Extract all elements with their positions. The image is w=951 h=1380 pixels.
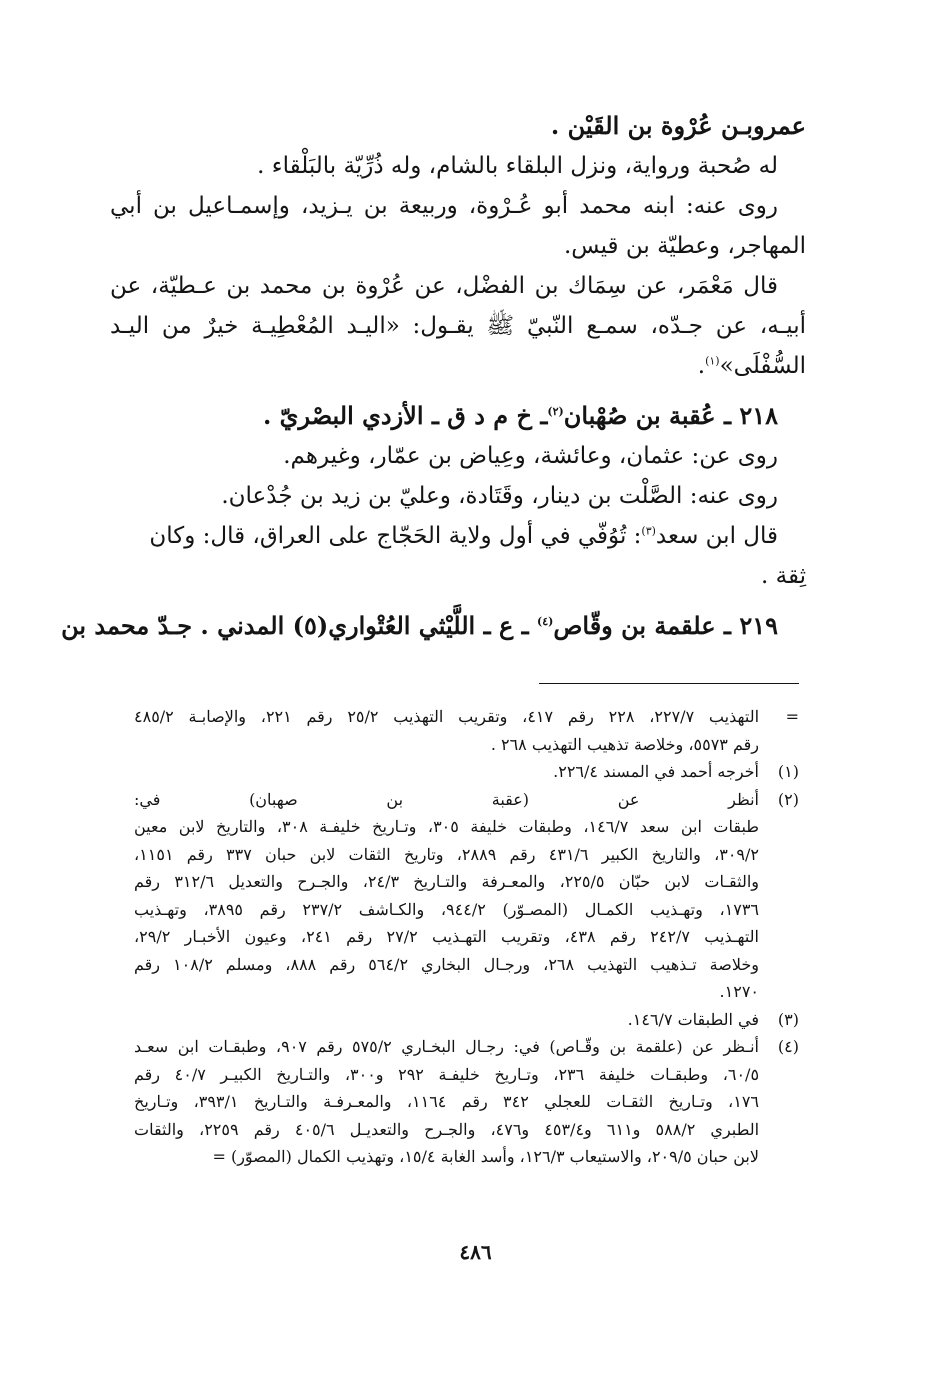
line-text: المهاجر، وعطيّة بن قيس. (563, 233, 806, 259)
text-line (110, 186, 806, 226)
text-line (110, 226, 806, 266)
footnote-line: التهذيب ٢٢٧/٧، ٢٢٨ رقم ٤١٧، وتقريب التهذيب ٢٥/٢ رقم ٢٢١، والإصابـة ٤٨٥/٢ (134, 707, 760, 726)
line-text-continued: ـ خ م د ق ـ الأزدي البصْريّ . (262, 401, 548, 430)
text-line (61, 606, 806, 646)
footnote-line: ٦٠/٥، وطبقـات خليفة ٢٣٦، وتـاريخ خليفـة ٢٩٢ و٣٠٠، والتـاريخ الكبيـر ٤٠/٧ رقم (134, 1064, 760, 1084)
line-text: له صُحبة ورواية، ونزل البلقاء بالشام، وله ذُرِّيّة بالبَلْقاء . (257, 153, 778, 179)
footnote-line: الطبري ٥٨٨/٢ و٦١١ و٤٥٣/٤ و٤٧٦، والجـرح والتعديـل ٤٠٥/٦ رقم ٢٢٥٩، والثقات (134, 1119, 760, 1139)
line-text: السُّفْلَى» (719, 353, 806, 379)
footnote (134, 1033, 799, 1171)
footnote-line: في الطبقات ١٤٦/٧. (627, 1009, 759, 1029)
footnote-line: ١٢٧٠. (719, 982, 759, 1001)
line-text: روى عن: عثمان، وعائشة، وعِياض بن عمّار، وغيرهم. (283, 443, 778, 469)
line-text: قال مَعْمَر، عن سِمَاك بن الفضْل، عن عُرْوة بن محمد بن عـطيّة، عن (110, 273, 778, 299)
footnote-marker: (٤) (537, 615, 554, 628)
text-line (110, 396, 806, 436)
footnote-line: أنظر عن (عقبة بن صهبان) في: (134, 789, 759, 809)
text-line (110, 306, 806, 346)
line-text: ٢١٩ ـ علقمة بن وقّاص (553, 611, 778, 640)
footnote-line: لابن حبان ٢٠٩/٥، والاستيعاب ١٢٦/٣، وأسد الغابة ١٥/٤، وتهذيب الكمال (المصوّر) = (212, 1147, 759, 1166)
footnote-line: التهـذيب ٢٤٢/٧ رقم ٤٣٨، وتقريب التهـذيب ٢٧/٢ رقم ٢٤١، وعيون الأخبـار ٢٩/٢، (134, 927, 760, 946)
footnote-line: أنـظر عن (علقمة بن وقّـاص) في: رجـال البخـاري ٥٧٥/٢ رقم ٩٠٧، وطبقـات ابن سعـد (134, 1037, 759, 1056)
footnote-number: (٣) (777, 1009, 799, 1029)
line-text: روى عنه: ابنه محمد أبو عُـرْوة، وربيعة بن يـزيد، وإسمـاعيل بن أبي (110, 193, 778, 219)
footnote-line: ٣٠٩/٢، والتاريخ الكبير ٤٣١/٦ رقم ٢٨٨٩، وتاريخ الثقات لابن حبان ٣٣٧ رقم ١١٥١، (134, 844, 759, 864)
footnote-number: (١) (777, 762, 799, 781)
footnote-line: وخلاصة تـذهيب التهذيب ٢٦٨، ورجـال البخاري ٥٦٤/٢ رقم ٨٨٨، ومسلم ١٠٨/٢ رقم (134, 954, 760, 974)
text-line (110, 346, 806, 386)
line-text-continued: . (697, 353, 706, 379)
footnote-number: (٤) (777, 1037, 799, 1056)
footnote-line: والثقـات لابن حبّان ٢٢٥/٥، والمعـرفة والتـاريخ ٢٤/٣، والجـرح والتعديل ٣١٢/٦ رقم (134, 872, 760, 891)
text-line (110, 106, 806, 146)
footnote-separator (539, 683, 799, 684)
footnote-marker: (١) (705, 354, 720, 368)
footnote-number: = (785, 707, 799, 726)
footnote-line: أخرجه أحمد في المسند ٢٢٦/٤. (553, 762, 759, 781)
line-text-continued: ـ ع ـ اللَّيْثي العُتْواري(٥) المدني . جـدّ محمد بن (61, 611, 538, 640)
footnote-line: طبقات ابن سعد ١٤٦/٧، وطبقات خليفة ٣٠٥، وتـاريخ خليفـة ٣٠٨، والتاريخ لابن معين (134, 817, 760, 836)
line-text: روى عنه: الصَّلْت بن دينار، وقَتَادة، وعليّ بن زيد بن جُدْعان. (221, 483, 778, 509)
line-text: أبيـه، عن جـدّه، سمـع النّبيّ ﷺ يقـول: «اليـد المُعْطِيـة خيرٌ من اليـد (110, 313, 806, 339)
line-text: قال ابن سعد (655, 523, 778, 549)
footnote (134, 1006, 799, 1034)
footnote-marker: (٣) (641, 524, 656, 538)
text-line (110, 436, 806, 476)
line-text: ٢١٨ ـ عُقبة بن صُهْبان (563, 401, 778, 430)
footnote-line: ١٧٣٦، وتهـذيب الكمـال (المصـوّر) ٩٤٤/٢، والكـاشف ٢٣٧/٢ رقم ٣٨٩٥، وتهـذيب (134, 899, 760, 919)
footnote (134, 758, 799, 786)
text-line (110, 476, 806, 516)
footnote (134, 786, 799, 1006)
footnote-line: رقم ٥٥٧٣، وخلاصة تذهيب التهذيب ٢٦٨ . (490, 734, 759, 754)
footnote-number: (٢) (777, 789, 799, 809)
footnote (134, 703, 799, 758)
footnote-line: ١٧٦، وتـاريخ الثقـات للعجلي ٣٤٢ رقم ١١٦٤، والمعـرفـة والتـاريخ ٣٩٣/١، وتـاريخ (134, 1092, 760, 1111)
text-line (110, 556, 806, 596)
line-text: عمروبـن عُرْوة بن القَيْن . (550, 111, 806, 140)
line-text-continued: : تُوُفّي في أول ولاية الحَجّاج على العراق، قال: وكان (149, 523, 642, 549)
text-line (110, 516, 806, 556)
main-text (61, 106, 806, 646)
page-number: ٤٨٦ (459, 1240, 492, 1264)
text-line (110, 146, 806, 186)
text-line (110, 266, 806, 306)
line-text: ثِقة . (761, 563, 806, 589)
footnote-marker: (٢) (547, 405, 564, 418)
footnotes (134, 703, 799, 1171)
